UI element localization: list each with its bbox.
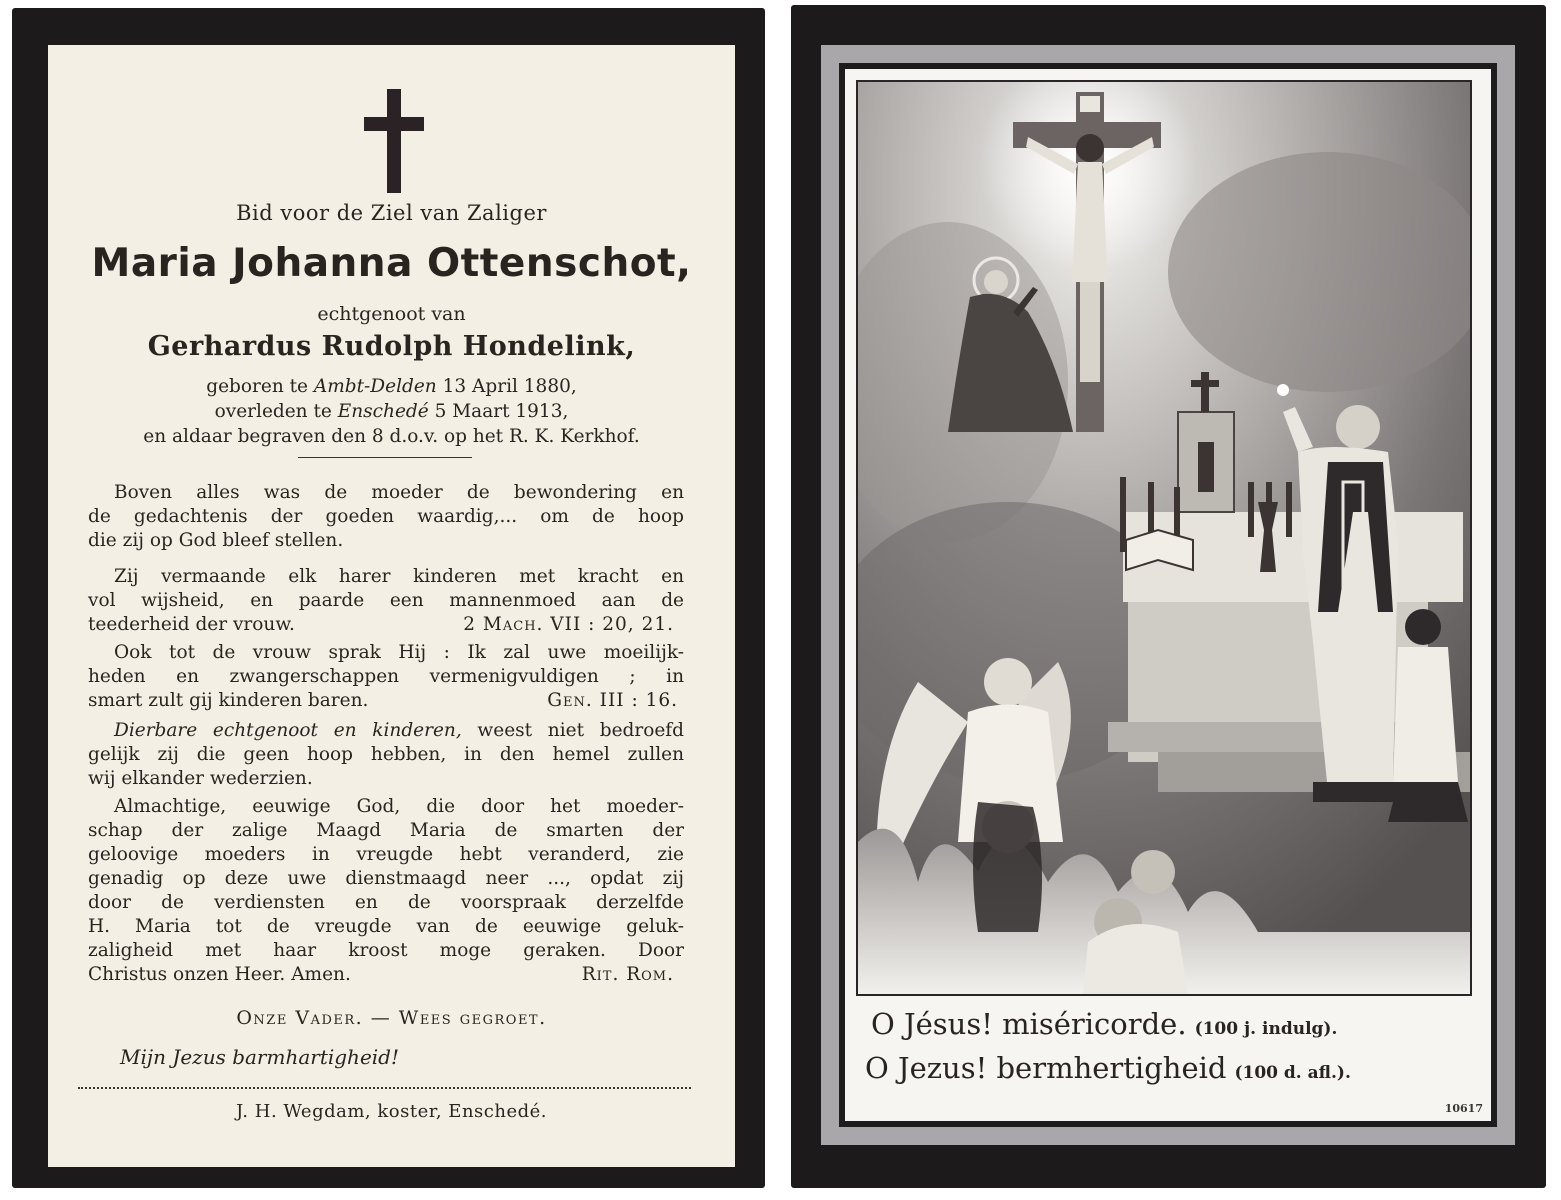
burial-line: en aldaar begraven den 8 d.o.v. op het R. K. Kerkhof. [143,426,640,447]
gray-frame [821,45,1515,1145]
scripture-ref: Rit. Rom. [581,964,674,985]
paragraph-5: Almachtige, eeuwige God, die door het moeder- schap der zalige Maagd Maria de smarten der geloovige moeders in vreugde hebt veranderd, zie genadig op deze uwe dienstmaagd neer ..., opdat zij door de verdiensten en de voorspraak derzelfde H. Maria tot de vreugde van de eeuwige geluk- zaligheid met haar kroost moge geraken. Door Christus onzen Heer. Amen. Rit. Rom. [88,796,684,985]
scripture-ref: 2 Mach. VII : 20, 21. [463,614,674,635]
deceased-name: Maria Johanna Ottenschot, [91,241,692,286]
dotted-divider [78,1087,691,1089]
caption-dutch: O Jezus! bermhertigheid (100 d. afl.). [865,1051,1351,1085]
paragraph-1: Boven alles was de moeder de bewondering en de gedachtenis der goeden waardig,... om de hoop die zij op God bleef stellen. [88,482,684,551]
death-line: overleden te Enschedé 5 Maart 1913, [214,401,569,422]
spouse-intro: echtgenoot van [317,303,466,325]
paragraph-2: Zij vermaande elk harer kinderen met kracht en vol wijsheid, en paarde een mannenmoed aan de teederheid der vrouw. 2 Mach. VII : 20, 21. [88,566,684,635]
card-paper [48,45,735,1167]
memorial-card-back [791,5,1546,1188]
printer-line: J. H. Wegdam, koster, Enschedé. [235,1101,547,1122]
paragraph-3: Ook tot de vrouw sprak Hij : Ik zal uwe moeilijk- heden en zwangerschappen vermenigvuldigen ; in smart zult gij kinderen baren. Gen. III : 16. [88,642,684,711]
devotional-illustration [856,80,1472,996]
divider [298,457,472,458]
paragraph-4: Dierbare echtgenoot en kinderen, weest niet bedroefd gelijk zij die geen hoop hebben, in den hemel zullen wij elkander wederzien. [88,720,684,789]
intro-line: Bid voor de Ziel van Zaliger [236,201,547,225]
print-number: 10617 [1444,1102,1483,1115]
plea-line: Mijn Jezus barmhartigheid! [120,1045,400,1069]
birth-line: geboren te Ambt-Delden 13 April 1880, [206,376,577,397]
prayer-line: Onze Vader. — Wees gegroet. [236,1007,547,1029]
caption-french: O Jésus! miséricorde. (100 j. indulg). [871,1007,1338,1041]
image-mat [845,69,1491,1121]
cross-icon [364,89,424,193]
scripture-ref: Gen. III : 16. [547,690,678,711]
spouse-name: Gerhardus Rudolph Hondelink, [147,331,636,362]
memorial-card-front [12,8,765,1188]
